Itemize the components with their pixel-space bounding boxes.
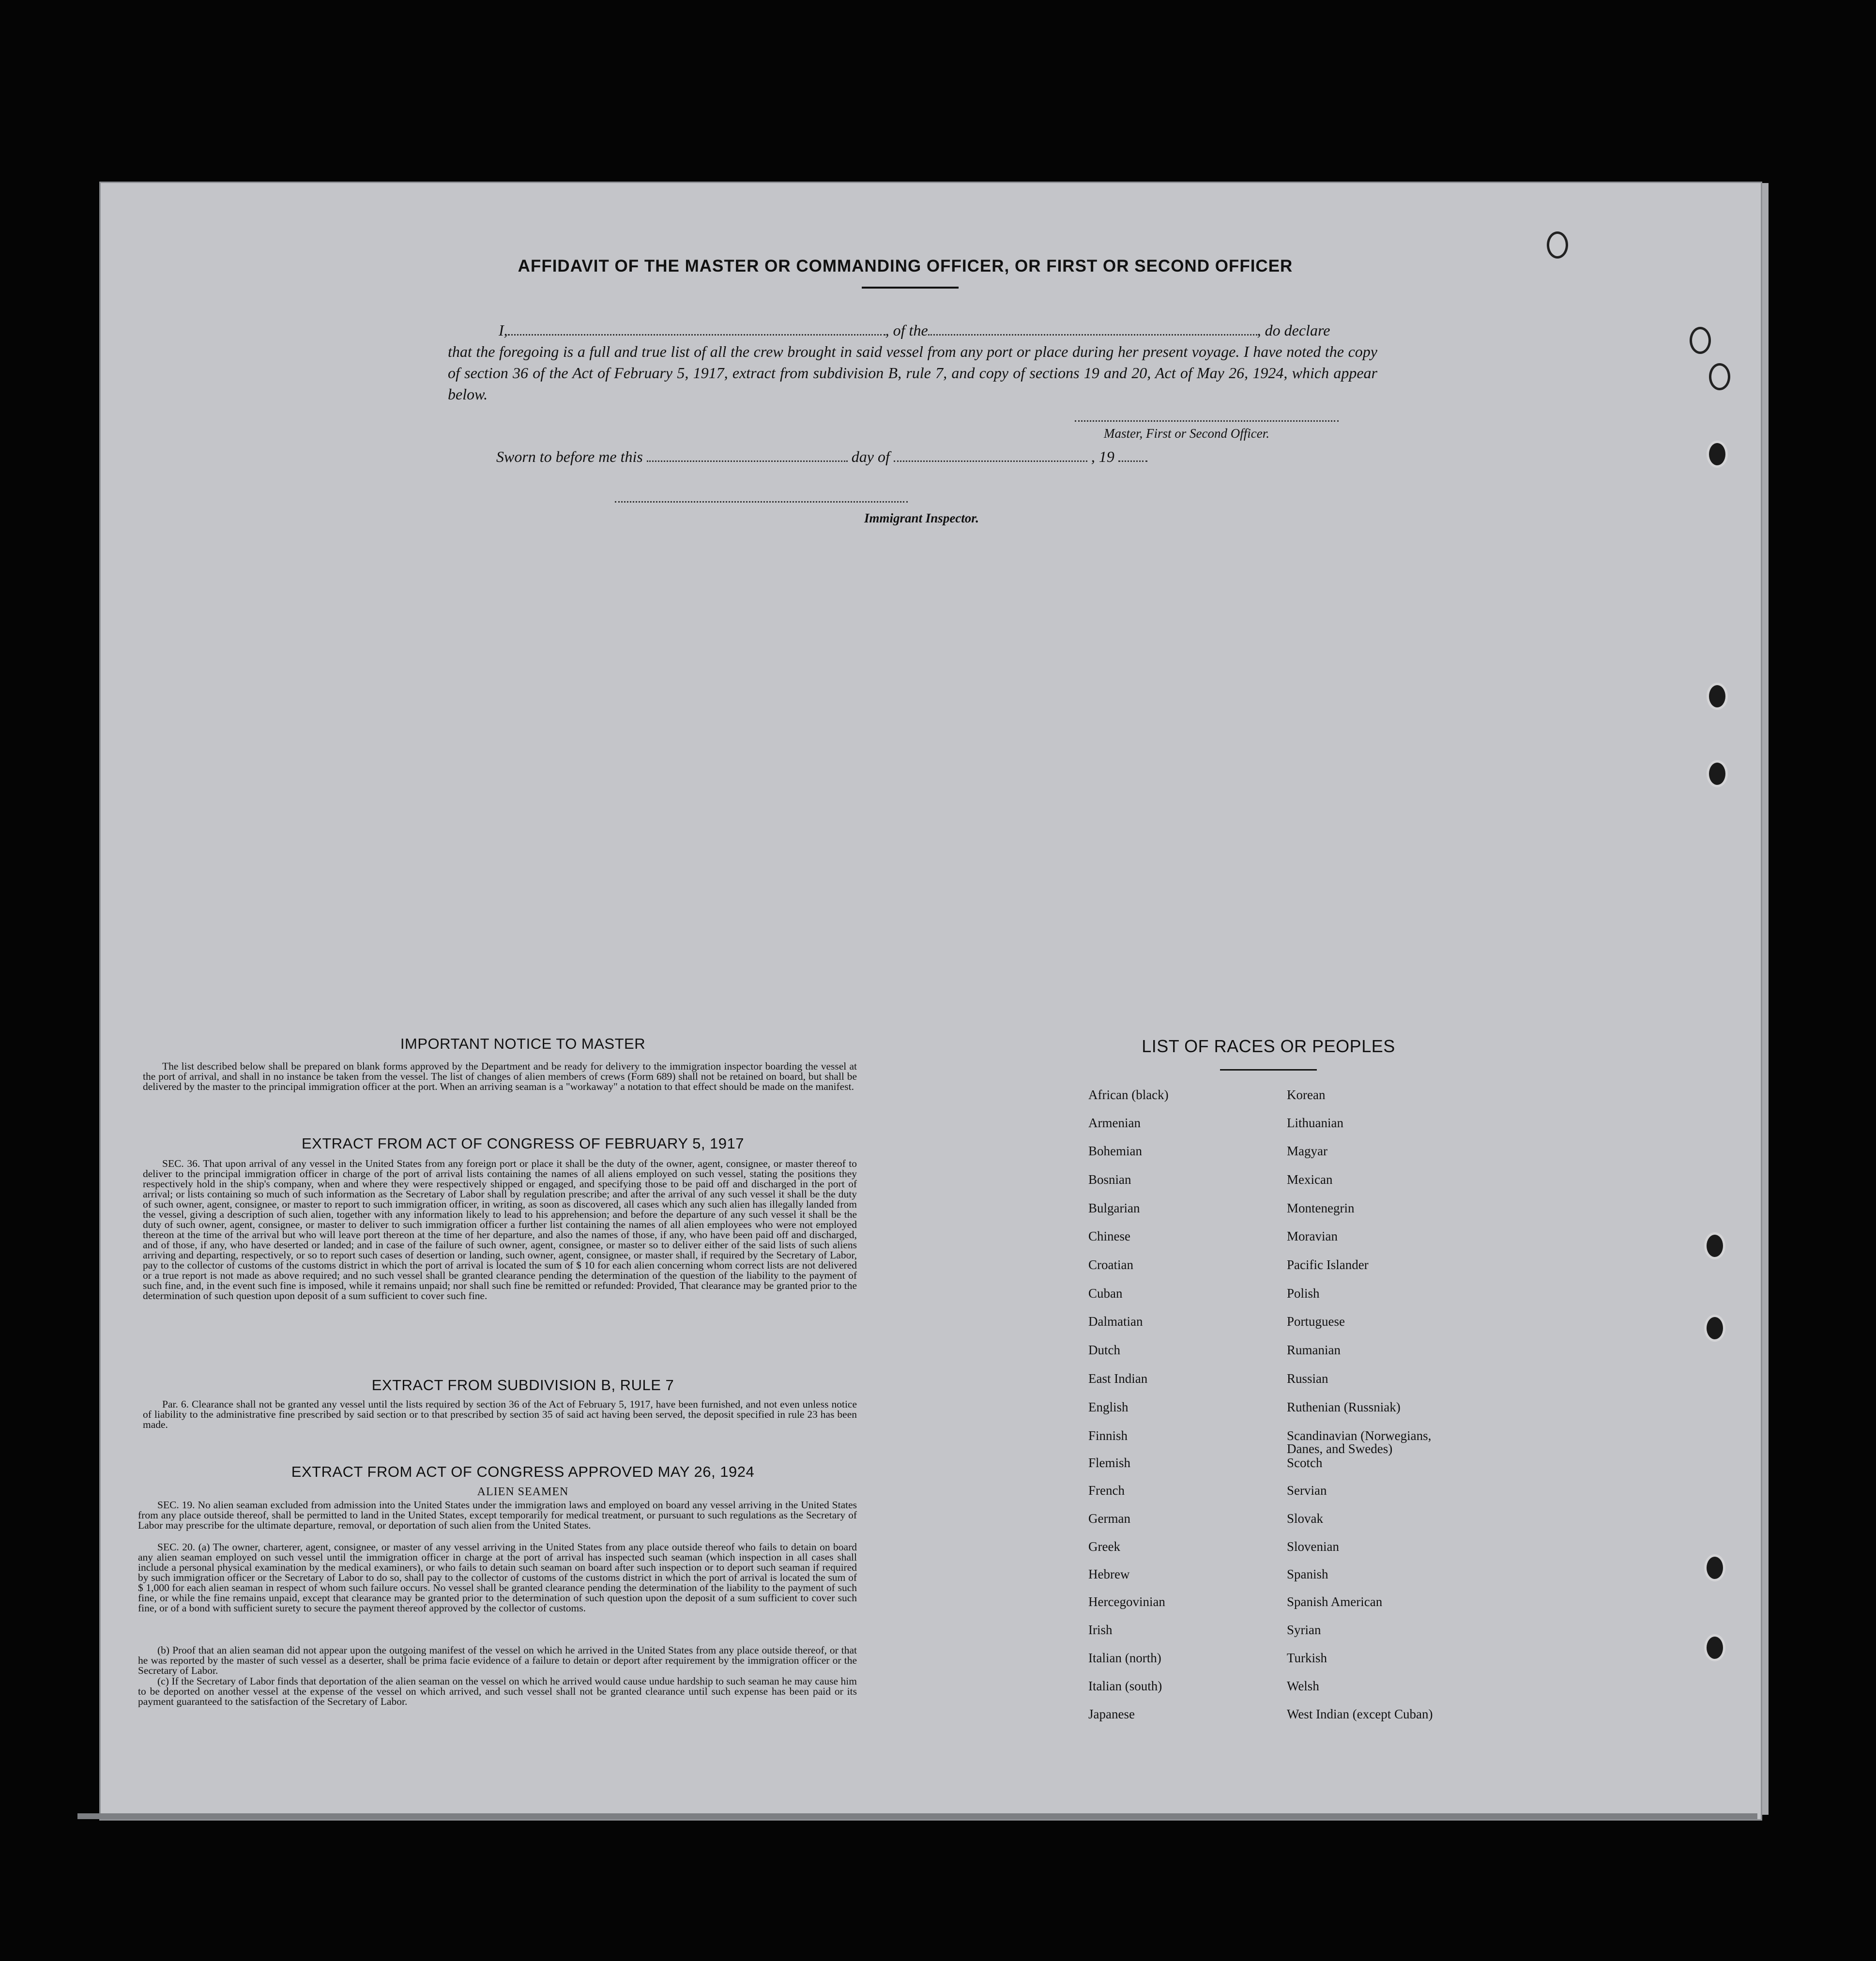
affidavit-body: that the foregoing is a full and true list of all the crew brought in said vessel from any port or place during her present voyage. I have noted the copy of section 36 of the Act of February 5, 1917, extract from subdivision B, rule 7, and copy of sections 19 and 20, Act of May 26, 1924, which appear below.	[448, 343, 1377, 403]
race-item: Spanish American	[1287, 1594, 1383, 1609]
race-item: Korean	[1287, 1088, 1326, 1102]
sworn-day-of-label: day of	[851, 448, 890, 465]
race-item: Cuban	[1088, 1286, 1123, 1301]
sworn-prefix: Sworn to before me this	[496, 448, 643, 465]
vessel-name-field[interactable]	[928, 334, 1257, 336]
race-item: Ruthenian (Russniak)	[1287, 1400, 1401, 1414]
binder-hole	[1704, 1232, 1725, 1259]
notice-body: The list described below shall be prepared on blank forms approved by the Department and be ready for delivery to the immigration inspector boarding the vessel at the port of arrival, and shall in no instance be taken from the vessel. The list of changes of alien members of crews (Form 689) shall not be retained on board, but shall be delivered by the master to the principal immigration officer at the port. When an arriving seaman is a "workaway" a notation to that effect should be made on the manifest.	[143, 1060, 857, 1092]
master-signature-line[interactable]	[1075, 420, 1339, 422]
race-item: German	[1088, 1511, 1130, 1526]
race-item: Scotch	[1287, 1455, 1323, 1470]
extract-rule7-body: Par. 6. Clearance shall not be granted any vessel until the lists required by section 36 of the Act of February 5, 1917, have been furnished, and not even unless notice of liability to the administrative fine prescribed by said section or to that prescribed by section 35 of said act having been served, the deposit specified in rule 23 has been made.	[143, 1398, 857, 1430]
binder-hole	[1704, 1634, 1725, 1661]
race-item: Hercegovinian	[1088, 1594, 1165, 1609]
race-item: Polish	[1287, 1286, 1320, 1301]
title-underline	[862, 287, 959, 289]
binder-hole	[1707, 760, 1728, 787]
extract-1924-subtitle: ALIEN SEAMEN	[477, 1486, 569, 1498]
race-item: Japanese	[1088, 1707, 1135, 1721]
sworn-month-field[interactable]	[894, 460, 1087, 462]
binder-hole	[1690, 327, 1711, 354]
race-item: Montenegrin	[1287, 1201, 1355, 1215]
race-item: Portuguese	[1287, 1314, 1345, 1329]
master-name-field[interactable]	[508, 334, 885, 336]
race-item: East Indian	[1088, 1371, 1148, 1386]
extract-1924-title: EXTRACT FROM ACT OF CONGRESS APPROVED MAY 26, 1924	[291, 1463, 755, 1480]
race-item: Moravian	[1287, 1229, 1338, 1243]
extract-1917-title: EXTRACT FROM ACT OF CONGRESS OF FEBRUARY 5, 1917	[301, 1135, 745, 1152]
race-item: Dalmatian	[1088, 1314, 1143, 1329]
race-item: Slovak	[1287, 1511, 1324, 1526]
race-item: Spanish	[1287, 1567, 1328, 1581]
races-title-underline	[1220, 1069, 1317, 1071]
extract-1917-body: SEC. 36. That upon arrival of any vessel in the United States from any foreign port or place it shall be the duty of the owner, agent, consignee, or master thereof to deliver to the principal immigration officer in charge of the port of arrival lists containing the names of all aliens employed on such vessel, stating the positions they respectively hold in the ship's company, when and where they were respectively shipped or engaged, and specifying those to be paid off and discharged in the port of arrival; or lists containing so much of such information as the Secretary of Labor shall by regulation prescribe; and after the arrival of any such vessel it shall be the duty of such owner, agent, consignee, or master to report to such immigration officer, in writing, as soon as discovered, all cases which any such alien has illegally landed from the vessel, giving a description of such alien, together with any information likely to lead to his apprehension; and before the departure of any such vessel it shall be the duty of such owner, agent, consignee, or master to deliver to such immigration officer a further list containing the names of all alien employees who were not employed thereon at the time of the arrival but who will leave port thereon at the time of her departure, and also the names of those, if any, who have been paid off and discharged, and of those, if any, who have deserted or landed; and in case of the failure of such owner, agent, consignee, or master so to deliver either of the said lists of such aliens arriving and departing, respectively, or so to report such cases of desertion or landing, such owner, agent, consignee, or master shall, if required by the Secretary of Labor, pay to the collector of customs of the customs district in which the port of arrival is located the sum of $ 10 for each alien concerning whom correct lists are not delivered or a true report is not made as above required; and no such vessel shall be granted clearance pending the determination of the question of the liability to the payment of such fine, and, in the event such fine is imposed, while it remains unpaid; nor shall such fine be remitted or refunded: Provided, That clearance may be granted prior to the determination of such question upon deposit of a sum sufficient to cover such fine.	[143, 1158, 857, 1302]
race-item: Servian	[1287, 1483, 1327, 1498]
race-item: Italian (south)	[1088, 1679, 1162, 1693]
race-item: Irish	[1088, 1623, 1113, 1637]
race-item: Slovenian	[1287, 1539, 1339, 1554]
sec-20b-text: (b) Proof that an alien seaman did not appear upon the outgoing manifest of the vessel on which he arrived in the United States from any place outside thereof, or that he was reported by the master of such vessel as a deserter, shall be prima facie evidence of a failure to detain or deport after requirement by the immigration officer or the Secretary of Labor.	[138, 1644, 857, 1676]
sworn-year-field[interactable]	[1118, 460, 1147, 462]
race-item: Syrian	[1287, 1623, 1321, 1637]
binder-hole	[1547, 231, 1568, 259]
sec-20a-text: SEC. 20. (a) The owner, charterer, agent, consignee, or master of any vessel arriving in the United States from any place outside thereof who fails to detain on board any alien seaman employed on such vessel until the immigration officer in charge at the port of arrival has inspected such seaman (which inspection in all cases shall include a personal physical examination by the medical examiners), or who fails to detain such seaman on board after such inspection or to deport such seaman if required by such immigration officer or the Secretary of Labor to do so, shall pay to the collector of customs of the customs district in which the port of arrival is located the sum of $ 1,000 for each alien seaman in respect of whom such failure occurs. No vessel shall be granted clearance pending the determination of the liability to the payment of such fine, or while the fine remains unpaid, except that clearance may be granted prior to the determination of such question upon the deposit of a sum sufficient to cover such fine, or of a bond with sufficient surety to secure the payment thereof approved by the collector of customs.	[138, 1541, 857, 1614]
race-item: Welsh	[1287, 1679, 1319, 1693]
race-item: Bulgarian	[1088, 1201, 1140, 1215]
page-bottom-edge	[77, 1813, 1757, 1819]
race-item: Chinese	[1088, 1229, 1130, 1243]
race-item: Croatian	[1088, 1257, 1133, 1272]
sworn-day-field[interactable]	[647, 460, 848, 462]
race-item: Russian	[1287, 1371, 1328, 1386]
inspector-caption: Immigrant Inspector.	[864, 511, 979, 525]
races-title: LIST OF RACES OR PEOPLES	[1142, 1036, 1395, 1056]
sworn-line	[496, 448, 1147, 466]
race-item: Bosnian	[1088, 1172, 1131, 1187]
affidavit-statement	[448, 320, 1377, 405]
race-item: Magyar	[1287, 1144, 1327, 1158]
binder-hole	[1704, 1315, 1725, 1342]
race-item: Flemish	[1088, 1455, 1131, 1470]
extract-rule7-title: EXTRACT FROM SUBDIVISION B, RULE 7	[371, 1377, 674, 1394]
master-caption: Master, First or Second Officer.	[1104, 426, 1269, 441]
race-item: Bohemian	[1088, 1144, 1142, 1158]
race-item: Hebrew	[1088, 1567, 1130, 1581]
sec-20c-text: (c) If the Secretary of Labor finds that deportation of the alien seaman on the vessel on which he arrived would cause undue hardship to such seaman he may cause him to be deported on another vessel at the expense of the vessel on which arrived, and such vessel shall not be granted clearance until such expense has been paid or its payment guaranteed to the satisfaction of the Secretary of Labor.	[138, 1675, 857, 1707]
binder-hole	[1709, 363, 1730, 390]
race-item: Turkish	[1287, 1651, 1327, 1665]
race-item: English	[1088, 1400, 1129, 1414]
binder-hole	[1704, 1554, 1725, 1581]
race-item: Armenian	[1088, 1116, 1141, 1130]
inspector-signature-line[interactable]	[615, 501, 908, 503]
race-item: French	[1088, 1483, 1125, 1498]
race-item: Rumanian	[1287, 1343, 1341, 1357]
affidavit-of-the-label: , of the	[885, 322, 928, 339]
binder-hole	[1707, 683, 1728, 710]
sec-19-text: SEC. 19. No alien seaman excluded from admission into the United States under the immigration laws and employed on board any vessel arriving in the United States from any place outside thereof, shall be permitted to land in the United States, except temporarily for medical treatment, or pursuant to such regulations as the Secretary of Labor may prescribe for the ultimate departure, removal, or deportation of such alien from the United States.	[138, 1499, 857, 1531]
race-item: Finnish	[1088, 1428, 1128, 1443]
race-item: Italian (north)	[1088, 1651, 1161, 1665]
race-item: Dutch	[1088, 1343, 1120, 1357]
race-item: Lithuanian	[1287, 1116, 1343, 1130]
notice-title: IMPORTANT NOTICE TO MASTER	[400, 1035, 646, 1052]
affidavit-declare-label: , do declare	[1257, 322, 1330, 339]
race-item: West Indian (except Cuban)	[1287, 1707, 1433, 1721]
race-item: Pacific Islander	[1287, 1257, 1369, 1272]
sworn-year-label: , 19	[1091, 448, 1114, 465]
affidavit-title: AFFIDAVIT OF THE MASTER OR COMMANDING OFFICER, OR FIRST OR SECOND OFFICER	[518, 257, 1293, 276]
race-item: Greek	[1088, 1539, 1120, 1554]
binder-hole	[1707, 441, 1728, 468]
affidavit-i-label: I,	[499, 322, 508, 339]
race-item: African (black)	[1088, 1088, 1169, 1102]
race-item: Scandinavian (Norwegians, Danes, and Swedes)	[1287, 1428, 1432, 1456]
race-item: Mexican	[1287, 1172, 1333, 1187]
